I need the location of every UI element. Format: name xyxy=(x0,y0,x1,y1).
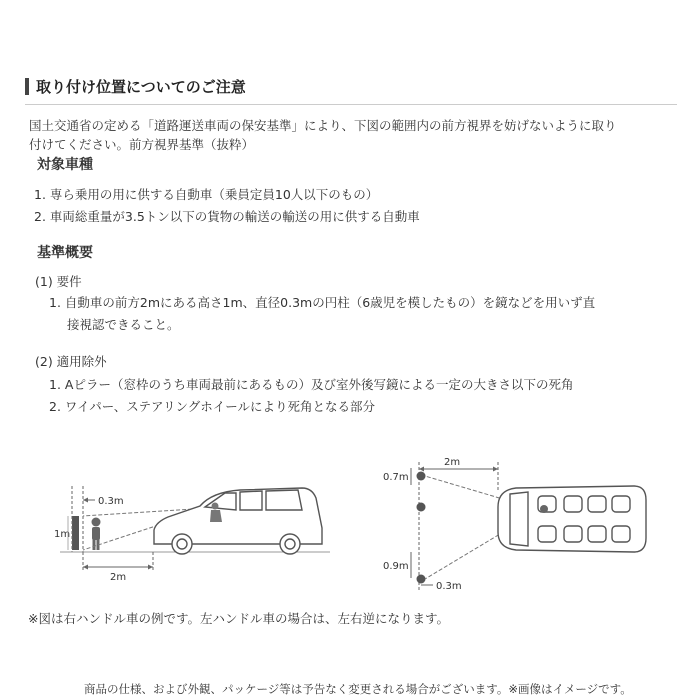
requirement-label: (1) 要件 xyxy=(35,274,82,289)
top-distance-label: 2m xyxy=(444,457,461,468)
standard-title: 基準概要 xyxy=(37,245,93,261)
top-offset-07-label: 0.7m xyxy=(383,472,409,483)
cylinder-top-3 xyxy=(417,575,426,584)
intro-line-2: 付けてください。前方視界基準（抜粋） xyxy=(29,137,255,152)
top-width-label: 0.3m xyxy=(436,581,462,592)
section-heading: 取り付け位置についてのご注意 xyxy=(36,78,246,96)
footer-disclaimer: 商品の仕様、および外観、パッケージ等は予告なく変更される場合がございます。※画像はイメージです。 xyxy=(84,682,632,696)
exclusion-item-1: 1. Aピラー（窓枠のうち車両最前にあるもの）及び室外後写鏡による一定の大きさ以下の死角 xyxy=(49,377,574,392)
side-distance-label: 2m xyxy=(110,572,127,583)
top-offset-09-label: 0.9m xyxy=(383,561,409,572)
cylinder-pole xyxy=(72,516,79,550)
requirement-item-line-1: 1. 自動車の前方2mにある高さ1m、直径0.3mの円柱（6歳児を模したもの）を鏡などを用いず直 xyxy=(49,295,596,310)
heading-divider xyxy=(25,104,677,105)
car-top-icon xyxy=(498,486,646,552)
intro-line-1: 国土交通省の定める「道路運送車両の保安基準」により、下図の範囲内の前方視界を妨げないように取り xyxy=(29,118,617,133)
target-item-1: 1. 専ら乗用の用に供する自動車（乗員定員10人以下のもの） xyxy=(34,187,379,202)
car-side-icon xyxy=(154,488,322,554)
cylinder-top-1 xyxy=(417,472,426,481)
side-height-label: 1m xyxy=(54,529,71,540)
target-item-2: 2. 車両総重量が3.5トン以下の貨物の輸送の輸送の用に供する自動車 xyxy=(34,209,420,224)
target-title: 対象車種 xyxy=(37,157,93,173)
heading-accent-bar xyxy=(25,78,29,95)
cylinder-top-2 xyxy=(417,503,426,512)
exclusion-label: (2) 適用除外 xyxy=(35,354,107,369)
top-view-diagram xyxy=(378,452,668,597)
side-width-label: 0.3m xyxy=(98,496,124,507)
side-view-diagram xyxy=(40,470,340,585)
exclusion-item-2: 2. ワイパー、ステアリングホイールにより死角となる部分 xyxy=(49,399,376,414)
diagram-note: ※図は右ハンドル車の例です。左ハンドル車の場合は、左右逆になります。 xyxy=(28,611,449,626)
requirement-item-line-2: 接視認できること。 xyxy=(67,317,180,332)
driver-top-icon xyxy=(540,505,548,513)
